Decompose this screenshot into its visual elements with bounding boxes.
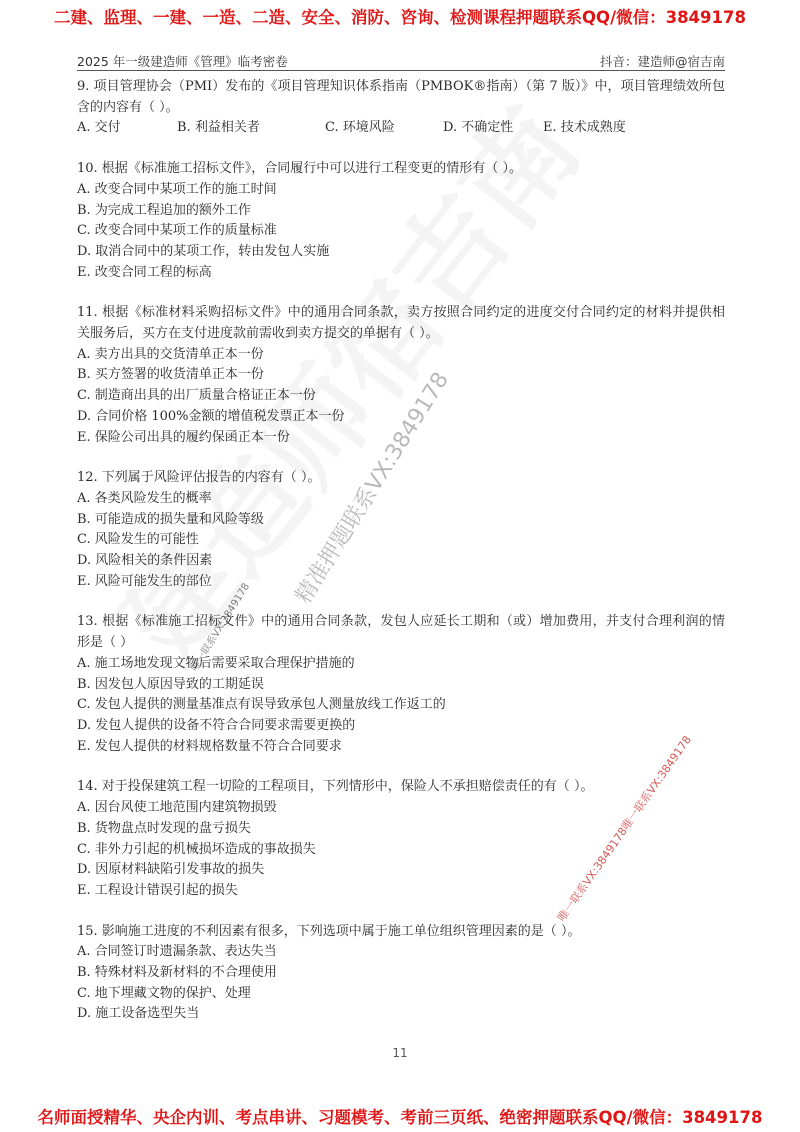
- question-14: [77, 777, 725, 901]
- option: A. 卖方出具的交货清单正本一份: [77, 346, 264, 362]
- option: B. 可能造成的损失量和风险等级: [77, 511, 264, 527]
- question-13: [77, 612, 725, 757]
- page-number: 11: [392, 1046, 408, 1060]
- author-credit: 抖音：建造师@宿吉南: [599, 54, 725, 69]
- question-stem: 11. 根据《标准材料采购招标文件》中的通用合同条款，卖方按照合同约定的进度交付合同约定的材料并提供相关服务后，买方在支付进度款前需收到卖方提交的单据有（ ）。: [77, 305, 725, 342]
- question-stem: 10. 根据《标准施工招标文件》，合同履行中可以进行工程变更的情形有（ ）。: [77, 161, 522, 177]
- option: C. 制造商出具的出厂质量合格证正本一份: [77, 388, 316, 404]
- top-promo-banner: 二建、监理、一建、一造、二造、安全、消防、咨询、检测课程押题联系QQ/微信：3849178: [54, 8, 746, 27]
- option: B. 利益相关者: [177, 120, 260, 136]
- option: E. 工程设计错误引起的损失: [77, 882, 238, 898]
- option: A. 各类风险发生的概率: [77, 490, 212, 506]
- option: D. 因原材料缺陷引发事故的损失: [77, 862, 265, 878]
- option: A. 因台风使工地范围内建筑物损毁: [77, 800, 277, 816]
- option: E. 技术成熟度: [543, 120, 626, 136]
- question-stem: 9. 项目管理协会（PMI）发布的《项目管理知识体系指南（PMBOK®指南）（第 7 版）》中，项目管理绩效所包含的内容有（ ）。: [77, 79, 725, 115]
- option: E. 发包人提供的材料规格数量不符合合同要求: [77, 738, 342, 754]
- option: C. 风险发生的可能性: [77, 532, 199, 548]
- option: D. 发包人提供的设备不符合合同要求需要更换的: [77, 717, 356, 733]
- option: A. 合同签订时遗漏条款、表达失当: [77, 944, 277, 960]
- option: D. 取消合同中的某项工作，转由发包人实施: [77, 243, 330, 259]
- exam-title: 2025 年一级建造师《管理》临考密卷: [77, 54, 288, 69]
- option: A. 改变合同中某项工作的施工时间: [77, 181, 277, 197]
- question-list: [77, 77, 725, 1045]
- question-11: [77, 303, 725, 448]
- option: A. 交付: [77, 120, 121, 136]
- question-12: [77, 468, 725, 592]
- option: B. 特殊材料及新材料的不合理使用: [77, 965, 277, 981]
- option: D. 施工设备选型失当: [77, 1006, 200, 1022]
- option: B. 为完成工程追加的额外工作: [77, 202, 251, 218]
- option-row: [77, 118, 725, 139]
- option: C. 发包人提供的测量基准点有误导致承包人测量放线工作返工的: [77, 697, 446, 713]
- option: C. 地下埋藏文物的保护、处理: [77, 985, 251, 1001]
- header-divider: [77, 70, 725, 71]
- question-15: [77, 922, 725, 1026]
- option: E. 保险公司出具的履约保函正本一份: [77, 429, 290, 445]
- option: E. 风险可能发生的部位: [77, 573, 212, 589]
- option: B. 买方签署的收货清单正本一份: [77, 367, 264, 383]
- option: D. 合同价格 100%金额的增值税发票正本一份: [77, 408, 345, 424]
- question-stem: 13. 根据《标准施工招标文件》中的通用合同条款，发包人应延长工期和（或）增加费用，并支付合理利润的情形是（ ）: [77, 614, 725, 651]
- option: C. 非外力引起的机械损坏造成的事故损失: [77, 841, 316, 857]
- question-stem: 14. 对于投保建筑工程一切险的工程项目，下列情形中，保险人不承担赔偿责任的有（ ）。: [77, 779, 594, 795]
- watermark-contact-small: 唯一联系VX:3849178: [189, 581, 253, 674]
- question-stem: 15. 影响施工进度的不利因素有很多，下列选项中属于施工单位组织管理因素的是（ ）。: [77, 923, 581, 939]
- option: D. 风险相关的条件因素: [77, 553, 213, 569]
- option: E. 改变合同工程的标高: [77, 264, 212, 280]
- option: C. 改变合同中某项工作的质量标准: [77, 223, 277, 239]
- question-stem: 12. 下列属于风险评估报告的内容有（ ）。: [77, 470, 321, 486]
- watermark-contact: 精准押题联系VX:3849178: [291, 368, 455, 609]
- question-10: [77, 159, 725, 283]
- option: D. 不确定性: [443, 120, 514, 136]
- bottom-promo-banner: 名师面授精华、央企内训、考点串讲、习题模考、考前三页纸、绝密押题联系QQ/微信：3849178: [37, 1108, 763, 1127]
- option: A. 施工场地发现文物后需要采取合理保护措施的: [77, 655, 355, 671]
- question-9: [77, 77, 725, 139]
- option: B. 因发包人原因导致的工期延误: [77, 676, 264, 692]
- watermark-contact-red: 唯一联系VX:3849178唯一联系VX:3849178: [555, 733, 694, 925]
- option: B. 货物盘点时发现的盘亏损失: [77, 820, 251, 836]
- option: C. 环境风险: [325, 120, 395, 136]
